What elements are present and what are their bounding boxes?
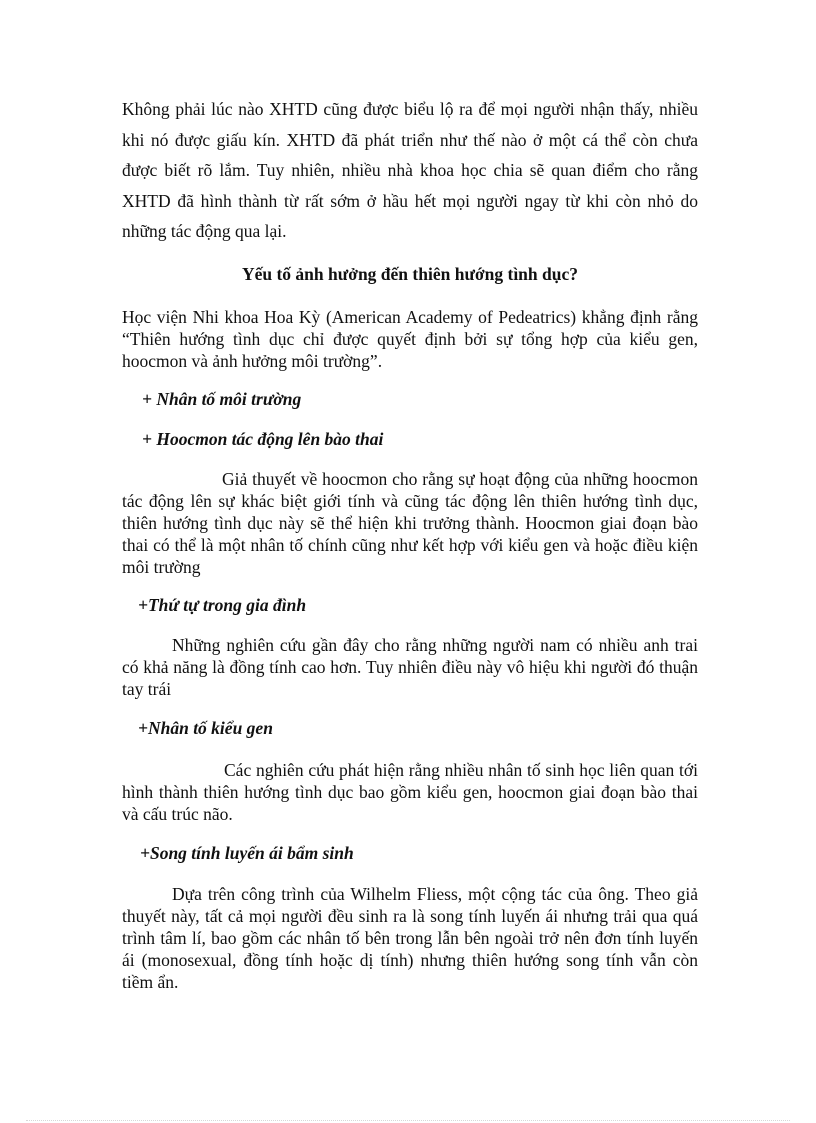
birth-order-factor-paragraph: Những nghiên cứu gần đây cho rằng những người nam có nhiều anh trai có khả năng là đồng tính cao hơn. Tuy nhiên điều này vô hiệu khi người đó thuận tay trái (122, 635, 698, 699)
environment-factor-title: + Nhân tố môi trường (142, 389, 302, 409)
aap-paragraph: Học viện Nhi khoa Hoa Kỳ (American Academy of Pedeatrics) khẳng định rằng “Thiên hướng tình dục chỉ được quyết định bởi sự tổng hợp của kiểu gen, hoocmon và ảnh hưởng môi trường”. (122, 307, 698, 371)
page-bottom-divider (26, 1120, 790, 1121)
birth-order-factor-title: +Thứ tự trong gia đình (138, 595, 307, 615)
genetic-factor-title: +Nhân tố kiểu gen (138, 718, 273, 738)
bisexual-factor-paragraph: Dựa trên công trình của Wilhelm Fliess, một cộng tác của ông. Theo giả thuyết này, tất cả mọi người đều sinh ra là song tính luyến ái nhưng trải qua quá trình tâm lí, bao gồm các nhân tố bên trong lẫn bên ngoài trở nên đơn tính luyến ái (monosexual, đồng tính hoặc dị tính) nhưng thiên hướng song tính vẫn còn tiềm ẩn. (122, 884, 698, 992)
bisexual-factor-title: +Song tính luyến ái bẩm sinh (140, 843, 354, 863)
hormone-factor-paragraph: Giả thuyết về hoocmon cho rằng sự hoạt động của những hoocmon tác động lên sự khác biệt giới tính và cũng tác động lên thiên hướng tình dục, thiên hướng tình dục này sẽ thể hiện khi trưởng thành. Hoocmon giai đoạn bào thai có thể là một nhân tố chính cũng như kết hợp với kiểu gen và hoặc điều kiện môi trường (122, 469, 698, 577)
genetic-factor-paragraph: Các nghiên cứu phát hiện rằng nhiều nhân tố sinh học liên quan tới hình thành thiên hướng tình dục bao gồm kiểu gen, hoocmon giai đoạn bào thai và cấu trúc não. (122, 760, 698, 824)
hormone-factor-title: + Hoocmon tác động lên bào thai (142, 429, 384, 449)
section-heading: Yếu tố ảnh hưởng đến thiên hướng tình dục? (241, 264, 579, 284)
intro-paragraph: Không phải lúc nào XHTD cũng được biểu lộ ra để mọi người nhận thấy, nhiều khi nó được giấu kín. XHTD đã phát triển như thế nào ở một cá thể còn chưa được biết rõ lắm. Tuy nhiên, nhiều nhà khoa học chia sẽ quan điểm cho rằng XHTD đã hình thành từ rất sớm ở hầu hết mọi người ngay từ khi còn nhỏ do những tác động qua lại. (122, 99, 698, 241)
